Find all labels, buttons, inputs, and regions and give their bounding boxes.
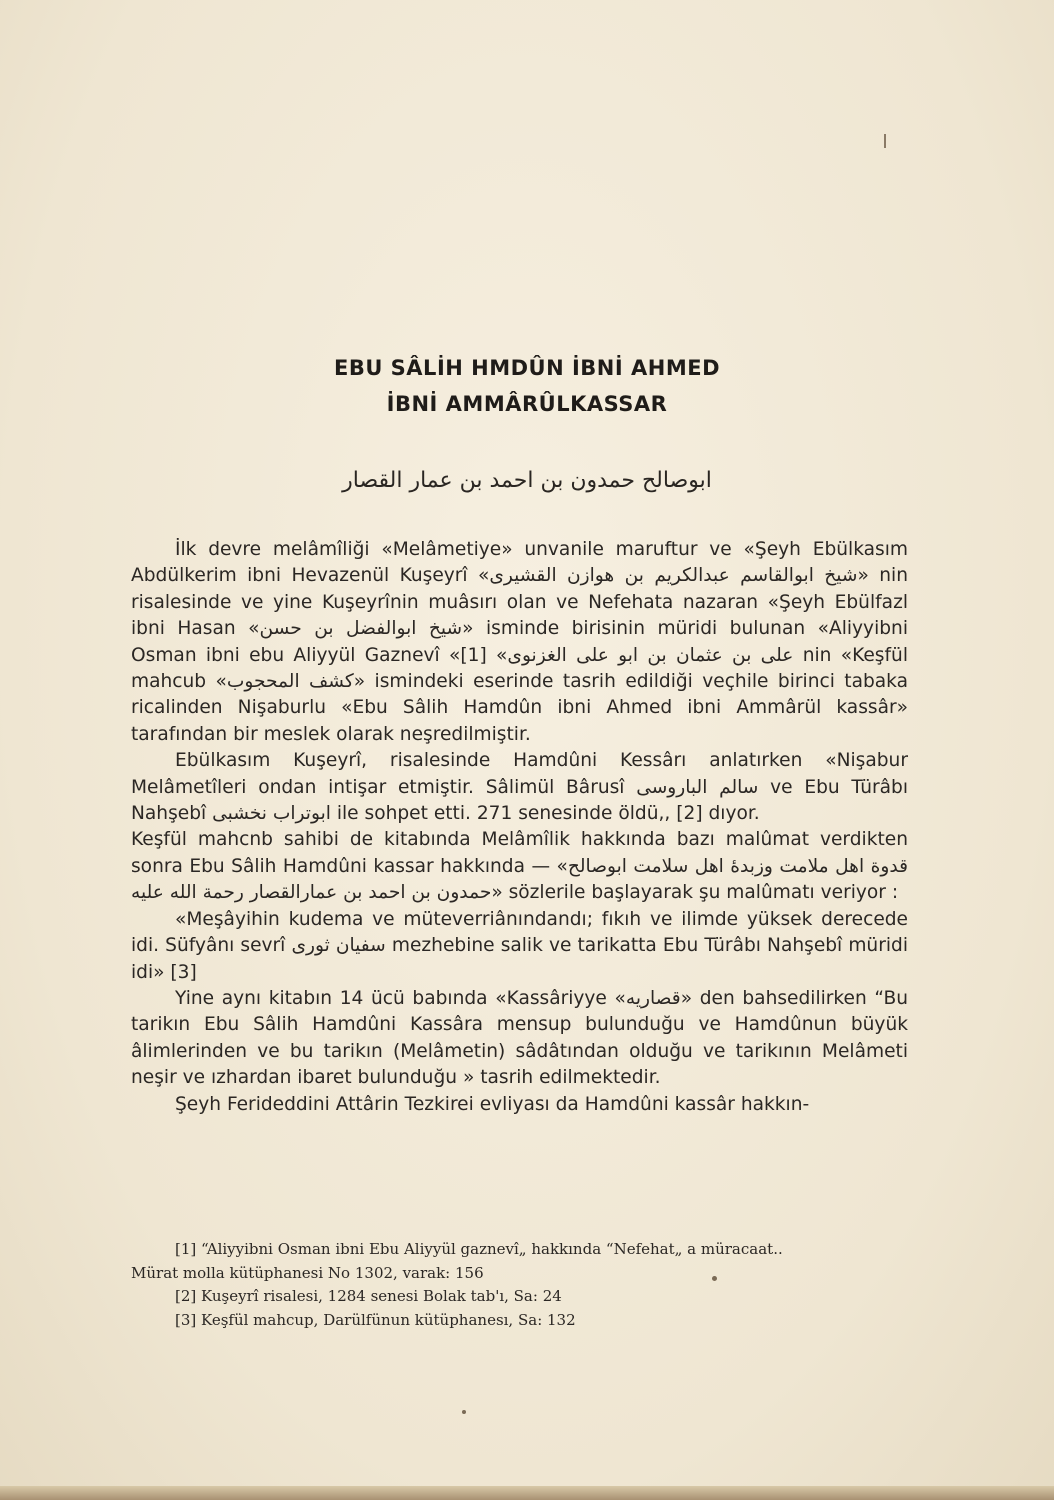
ink-speck bbox=[712, 1276, 717, 1281]
footnote: [2] Kuşeyrî risalesi, 1284 senesi Bolak tab'ı, Sa: 24 bbox=[175, 1287, 562, 1305]
footnote: [3] Keşfül mahcup, Darülfünun kütüphanesı, Sa: 132 bbox=[175, 1310, 576, 1329]
body-text bbox=[131, 537, 908, 1118]
footnote: [1] “Aliyyibni Osman ibni Ebu Aliyyül gaznevî„ hakkında “Nefehat„ a müracaat.. bbox=[175, 1240, 783, 1258]
footnote-continuation: Mürat molla kütüphanesi No 1302, varak: 156 bbox=[131, 1263, 484, 1282]
arabic-title: ابوصالح حمدون بن احمد بن عمار القصار bbox=[342, 468, 712, 493]
page-mark bbox=[884, 134, 886, 148]
chapter-title-line2: İBNİ AMMÂRÛLKASSAR bbox=[386, 392, 668, 416]
bleed-through-shadow bbox=[120, 140, 920, 520]
paragraph: Keşfül mahcnb sahibi de kitabında Melâmîlik hakkında bazı malûmat verdikten sonra Ebu Sâlih Hamdûni kassar hakkında — «قدوة اهل ملامت وزبدهٔ اهل سلامت ابوصالح حمدون بن احمد بن عمارالقصار رحمة الله عليه» sözlerile başlayarak şu malûmatı veriyor : bbox=[131, 829, 908, 904]
paragraph: Şeyh Ferideddini Attârin Tezkirei evliyası da Hamdûni kassâr hakkın- bbox=[175, 1093, 810, 1115]
page-bottom-edge bbox=[0, 1486, 1054, 1500]
paragraph: Yine aynı kitabın 14 ücü babında «Kassâriyye «قصاريه» den bahsedilirken “Bu tarikın Ebu Sâlih Hamdûni Kassâra mensup bulunduğu ve Hamdûnun büyük âlimlerinden ve bu tarikın (Melâmetin) sâdâtından olduğu ve tarikının Melâmeti neşir ve ızhardan ibaret bulunduğu » tasrih edilmektedir. bbox=[131, 987, 908, 1089]
chapter-title-line1: EBU SÂLİH HMDÛN İBNİ AHMED bbox=[333, 356, 721, 380]
footnotes bbox=[131, 1238, 911, 1332]
paragraph: Ebülkasım Kuşeyrî, risalesinde Hamdûni Kessârı anlatırken «Nişabur Melâmetîleri ondan intişar etmiştir. Sâlimül Bârusî سالم الباروسى ve Ebu Türâbı Nahşebî ابوتراب نخشبى ile sohpet etti. 271 senesinde öldü,, [2] dıyor. bbox=[131, 750, 908, 825]
paragraph: İlk devre melâmîliği «Melâmetiye» unvanile maruftur ve «Şeyh Ebülkasım Abdülkerim ibni Hevazenül Kuşeyrî «شيخ ابوالقاسم عبدالكريم بن هوازن القشيرى» nin risalesinde ve yine Kuşeyrînin muâsırı olan ve Nefehata nazaran «Şeyh Ebülfazl ibni Hasan «شيخ ابوالفضل بن حسن» isminde birisinin müridi bulunan «Aliyyibni Osman ibni ebu Aliyyül Gaznevî «على بن عثمان بن ابو على الغزنوى» [1] nin «Keşfül mahcub «كشف المحجوب» ismindeki eserinde tasrih edildiği veçhile birinci tabaka ricalinden Nişaburlu «Ebu Sâlih Hamdûn ibni Ahmed ibni Ammârül kassâr» tarafından bir meslek olarak neşredilmiştir. bbox=[131, 539, 909, 745]
ink-speck bbox=[462, 1410, 466, 1414]
paragraph: «Meşâyihin kudema ve müteverriânındandı; fıkıh ve ilimde yüksek derecede idi. Süfyânı sevrî سفيان ثورى mezhebine salik ve tarikatta Ebu Türâbı Nahşebî müridi idi» [3] bbox=[131, 908, 908, 983]
